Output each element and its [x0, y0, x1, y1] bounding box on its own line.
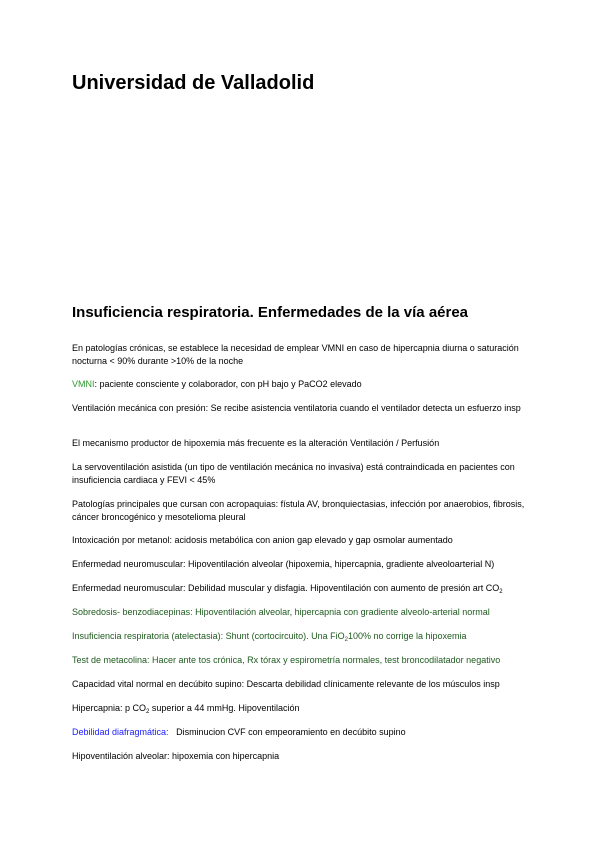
- paragraph: Enfermedad neuromuscular: Hipoventilación alveolar (hipoxemia, hipercapnia, gradiente alveoloarterial N): [72, 559, 495, 569]
- paragraph: La servoventilación asistida (un tipo de ventilación mecánica no invasiva) está contraindicada en pacientes con insuficiencia cardiaca y FEVI < 45%: [72, 462, 515, 485]
- paragraph: Hipoventilación alveolar: hipoxemia con hipercapnia: [72, 751, 280, 761]
- text: superior a 44 mmHg. Hipoventilación: [149, 703, 300, 713]
- section-heading: Insuficiencia respiratoria. Enfermedades de la vía aérea: [72, 304, 469, 321]
- paragraph: Sobredosis- benzodiacepinas: Hipoventilación alveolar, hipercapnia con gradiente alveolo-arterial normal: [72, 607, 490, 617]
- paragraph: Capacidad vital normal en decúbito supino: Descarta debilidad clínicamente relevante de los músculos insp: [72, 679, 500, 689]
- text: 100% no corrige la hipoxemia: [347, 631, 467, 641]
- text: Hipercapnia: p CO: [72, 703, 147, 713]
- subscript: 2: [499, 589, 503, 595]
- paragraph: Ventilación mecánica con presión: Se recibe asistencia ventilatoria cuando el ventilador detecta un esfuerzo insp: [72, 403, 521, 413]
- paragraph: Intoxicación por metanol: acidosis metabólica con anion gap elevado y gap osmolar aumentado: [72, 535, 453, 545]
- paragraph: Patologías principales que cursan con acropaquias: fístula AV, bronquiectasias, infección por anaerobios, fibrosis, cáncer broncogénico y mesotelioma pleural: [72, 499, 525, 522]
- text: : paciente consciente y colaborador, con pH bajo y PaCO2 elevado: [94, 379, 362, 389]
- subscript: 2: [344, 637, 348, 643]
- paragraph: [72, 726, 542, 739]
- paragraph: [72, 630, 542, 647]
- paragraph: Test de metacolina: Hacer ante tos crónica, Rx tórax y espirometría normales, test broncodilatador negativo: [72, 655, 501, 665]
- paragraph: En patologías crónicas, se establece la necesidad de emplear VMNI en caso de hipercapnia diurna o saturación nocturna < 90% durante >10% de la noche: [72, 343, 519, 366]
- text: Insuficiencia respiratoria (atelectasia): Shunt (cortocircuito). Una FiO: [72, 631, 345, 641]
- text: Disminucion CVF con empeoramiento en decúbito supino: [168, 727, 406, 737]
- paragraph: [72, 702, 542, 719]
- paragraph: El mecanismo productor de hipoxemia más frecuente es la alteración Ventilación / Perfusión: [72, 438, 440, 448]
- document-title: Universidad de Valladolid: [72, 72, 315, 94]
- paragraph: [72, 378, 542, 391]
- term: VMNI: [72, 379, 95, 389]
- term: Debilidad diafragmática:: [72, 727, 169, 737]
- paragraph: [72, 582, 562, 599]
- text: Enfermedad neuromuscular: Debilidad muscular y disfagia. Hipoventilación con aumento de presión art CO: [72, 583, 500, 593]
- subscript: 2: [146, 709, 150, 715]
